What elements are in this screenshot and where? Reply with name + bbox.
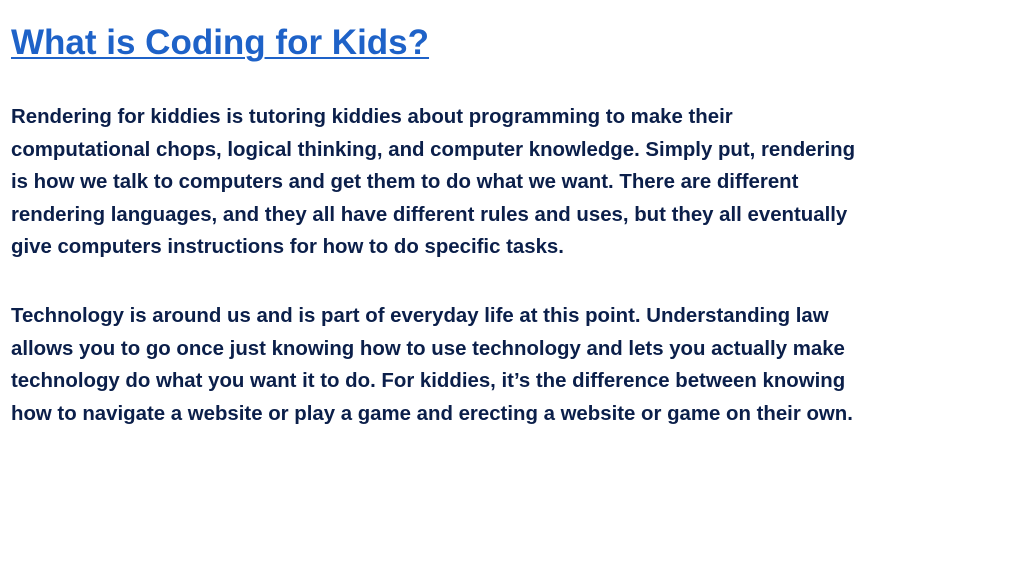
- paragraph-line: rendering languages, and they all have different rules and uses, but they all eventually: [11, 203, 848, 226]
- paragraph-line: give computers instructions for how to do specific tasks.: [11, 236, 564, 259]
- paragraph-line: how to navigate a website or play a game and erecting a website or game on their own.: [11, 402, 853, 425]
- paragraph-line: is how we talk to computers and get them to do what we want. There are different: [11, 171, 799, 194]
- paragraph-line: technology do what you want it to do. For kiddies, it’s the difference between knowing: [11, 370, 846, 393]
- paragraph-2: [11, 300, 1011, 430]
- paragraph-line: Rendering for kiddies is tutoring kiddies about programming to make their: [11, 106, 733, 128]
- paragraph-line: computational chops, logical thinking, and computer knowledge. Simply put, rendering: [11, 138, 856, 161]
- slide-title-link[interactable]: What is Coding for Kids?: [11, 23, 430, 62]
- paragraph-line: Technology is around us and is part of everyday life at this point. Understanding law: [11, 305, 829, 327]
- paragraph-line: allows you to go once just knowing how to use technology and lets you actually make: [11, 337, 845, 360]
- paragraph-1: [11, 101, 1011, 264]
